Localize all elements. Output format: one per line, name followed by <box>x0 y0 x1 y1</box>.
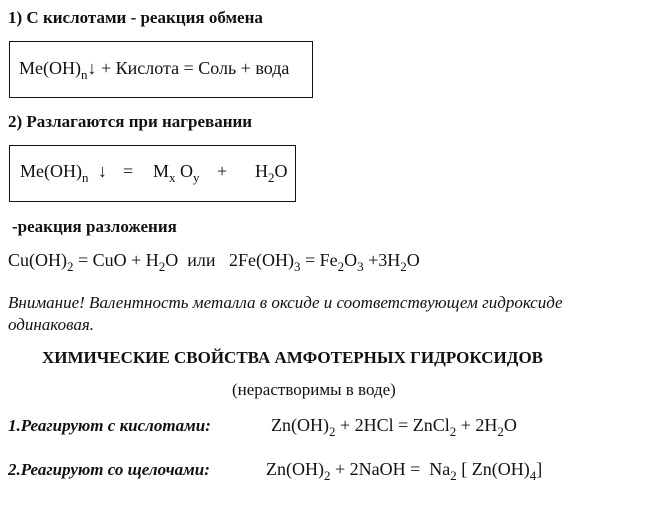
formula-part: H <box>255 161 268 181</box>
formula-part: Me(OH) <box>20 161 82 181</box>
formula-part: ] <box>536 459 543 479</box>
section1-heading: 1) С кислотами - реакция обмена <box>8 8 263 27</box>
formula-part: M <box>153 161 170 181</box>
formula-subscript: 2 <box>158 258 166 274</box>
formula-part: + 2H <box>456 415 498 435</box>
formula-part: O или 2Fe(OH) <box>165 250 295 270</box>
formula-part: + 2NaOH = Na <box>330 459 451 479</box>
formula-subscript: 2 <box>268 169 275 185</box>
formula-part: O <box>180 161 193 181</box>
formula-subscript: 4 <box>529 467 537 483</box>
equals-sign: = <box>123 161 134 181</box>
oxide-formula <box>153 161 200 185</box>
formula-part: [ Zn(OH) <box>456 459 530 479</box>
formula-part: O <box>503 415 517 435</box>
formula-part: Cu(OH) <box>8 250 67 270</box>
formula-subscript: y <box>193 169 200 185</box>
amphoteric-subtitle: (нерастворимы в воде) <box>232 380 396 399</box>
down-arrow: ↓ <box>98 161 107 181</box>
formula-subscript: 2 <box>328 423 336 439</box>
alkali-reaction-label: 2.Реагируют со щелочами: <box>8 460 210 479</box>
formula-part: O <box>406 250 420 270</box>
formula-subscript: 2 <box>449 423 457 439</box>
section2-heading: 2) Разлагаются при нагревании <box>8 112 253 131</box>
formula-part: +3H <box>363 250 401 270</box>
acid-reaction-label: 1.Реагируют с кислотами: <box>8 416 211 435</box>
formula-subscript: 2 <box>497 423 504 439</box>
formula-subscript: 3 <box>294 258 301 274</box>
precipitate-arrow: ↓ <box>87 58 97 78</box>
plus-sign: + <box>217 161 228 181</box>
amphoteric-title: ХИМИЧЕСКИЕ СВОЙСТВА АМФОТЕРНЫХ ГИДРОКСИДОВ <box>42 348 544 367</box>
formula-part: Zn(OH) <box>271 415 329 435</box>
formula-part: Me(OH) <box>19 58 81 78</box>
attention-note-line2: одинаковая. <box>8 315 95 334</box>
formula-part: Zn(OH) <box>266 459 324 479</box>
water-formula <box>255 161 288 185</box>
formula-subscript: 2 <box>323 467 331 483</box>
formula-subscript: n <box>81 169 89 185</box>
formula-subscript: 2 <box>450 467 457 483</box>
decomposition-note: -реакция разложения <box>12 217 177 236</box>
acid-reaction-formula <box>271 415 517 439</box>
decomposition-lhs <box>20 161 89 185</box>
exchange-reaction-formula <box>19 58 290 82</box>
formula-subscript: 3 <box>357 258 364 274</box>
formula-part: + 2HCl = ZnCl <box>335 415 450 435</box>
exchange-reaction-box <box>9 41 313 98</box>
formula-part: O <box>344 250 358 270</box>
formula-subscript: 2 <box>400 258 407 274</box>
formula-part: = Fe <box>300 250 338 270</box>
formula-part: O <box>274 161 288 181</box>
formula-part: = CuO + H <box>73 250 159 270</box>
formula-subscript: 2 <box>337 258 345 274</box>
decomposition-box <box>9 145 296 202</box>
formula-part: + Кислота = Соль + вода <box>96 58 290 78</box>
attention-note-line1: Внимание! Валентность металла в оксиде и соответствующем гидроксиде <box>8 293 563 312</box>
alkali-reaction-formula <box>266 459 543 483</box>
formula-subscript: n <box>80 66 88 82</box>
decomposition-example <box>8 250 420 274</box>
formula-subscript: 2 <box>67 258 74 274</box>
formula-subscript: x <box>169 169 176 185</box>
